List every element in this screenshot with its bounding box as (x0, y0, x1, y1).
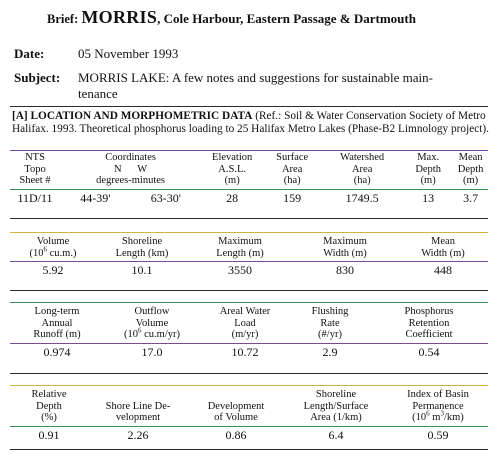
section-tag: [A] (12, 110, 28, 122)
cell-runoff: 0.974 (43, 344, 71, 359)
th-nts: NTS Topo Sheet # (19, 152, 51, 186)
cell-relative-depth: 0.91 (38, 427, 60, 442)
cell-mean-depth: 3.7 (463, 190, 479, 205)
th-max-width: Maximum Width (m) (323, 236, 367, 259)
brief-label: Brief: (47, 12, 79, 26)
th-runoff: Long-term Annual Runoff (m) (33, 306, 81, 340)
section-a-intro (12, 110, 490, 136)
date-value: 05 November 1993 (78, 46, 179, 61)
th-outflow-volume: Outflow Volume ($10^6$ cu.m/yr) (124, 306, 180, 340)
cell-lat: 44-39' (80, 190, 111, 205)
cell-max-depth: 13 (422, 190, 435, 205)
cell-volume: 5.92 (42, 263, 64, 277)
section-reference: (Ref.: Soil & Water Conservation Society of Metro Halifax. 1993. Theoretical phosphorus loading to 25 Halifax Metro Lakes (Phase-B2 Limnology project). (12, 110, 489, 135)
table-volume (10, 236, 488, 277)
th-shoreline-surface: Shoreline Length/Surface Area (1/km) (303, 389, 369, 423)
table1-rule-bottom (10, 218, 488, 219)
subject-label: Subject: (14, 70, 61, 85)
cell-development-volume: 0.86 (225, 427, 247, 442)
cell-max-length: 3550 (228, 263, 252, 277)
cell-areal-water-load: 10.72 (231, 344, 259, 359)
table-runoff (10, 306, 488, 358)
cell-basin-permanence: 0.59 (427, 427, 449, 442)
lake-name: MORRIS (81, 7, 158, 27)
th-mean-width: Mean Width (m) (421, 236, 465, 259)
subject-line-2: tenance (78, 86, 118, 101)
cell-flushing-rate: 2.9 (322, 344, 338, 359)
th-coordinates: Coordinates N W degrees-minutes (96, 152, 165, 186)
table2-rule-top (10, 232, 488, 233)
th-development-volume: Development of Volume (207, 400, 265, 423)
th-phosphorus-retention: Phosphorus Retention Coefficient (404, 306, 454, 340)
th-shoreline-length: Shoreline Length (km) (115, 236, 169, 259)
section-heading: LOCATION AND MORPHOMETRIC DATA (30, 110, 253, 122)
brief-locations: , Cole Harbour, Eastern Passage & Dartmouth (157, 11, 416, 26)
date-label: Date: (14, 46, 45, 61)
cell-mean-width: 448 (434, 263, 452, 277)
cell-max-width: 830 (336, 263, 354, 277)
th-volume: Volume ($10^6$ cu.m.) (29, 236, 77, 259)
th-shoreline-development: Shore Line De- velopment (105, 400, 171, 423)
cell-outflow-volume: 17.0 (141, 344, 163, 359)
th-max-length: Maximum Length (m) (216, 236, 264, 259)
th-elevation: Elevation A.S.L. (m) (212, 152, 253, 186)
th-max-depth: Max. Depth (m) (415, 152, 441, 186)
table-development (10, 389, 488, 441)
section-rule-top (10, 106, 488, 107)
cell-shoreline-length: 10.1 (131, 263, 153, 277)
table4-rule-bottom (10, 449, 488, 450)
subject-line-1: MORRIS LAKE: A few notes and suggestions for sustainable main- (78, 70, 433, 85)
cell-watershed-area: 1749.5 (345, 190, 379, 205)
th-areal-water-load: Areal Water Load (m/yr) (219, 306, 271, 340)
table2-rule-bottom (10, 290, 488, 291)
table1-rule-top (10, 150, 488, 151)
cell-surface-area: 159 (283, 190, 302, 205)
th-basin-permanence: Index of Basin Permanence ($10^6$ $m^3/km$) (407, 389, 469, 423)
cell-shoreline-development: 2.26 (127, 427, 149, 442)
cell-lon: 63-30' (150, 190, 181, 205)
table4-rule-top (10, 385, 488, 386)
th-flushing-rate: Flushing Rate (#/yr) (311, 306, 349, 340)
th-surface-area: Surface Area (ha) (276, 152, 309, 186)
cell-phosphorus-retention: 0.54 (418, 344, 440, 359)
cell-nts: 11D/11 (17, 190, 53, 205)
table-location (10, 152, 488, 204)
brief-header (47, 7, 416, 28)
table3-rule-top (10, 302, 488, 303)
th-mean-depth: Mean Depth (m) (457, 152, 484, 186)
cell-elevation: 28 (226, 190, 239, 205)
table3-rule-bottom (10, 373, 488, 374)
cell-shoreline-surface: 6.4 (328, 427, 344, 442)
th-watershed-area: Watershed Area (ha) (340, 152, 385, 186)
th-relative-depth: Relative Depth (%) (31, 389, 67, 423)
